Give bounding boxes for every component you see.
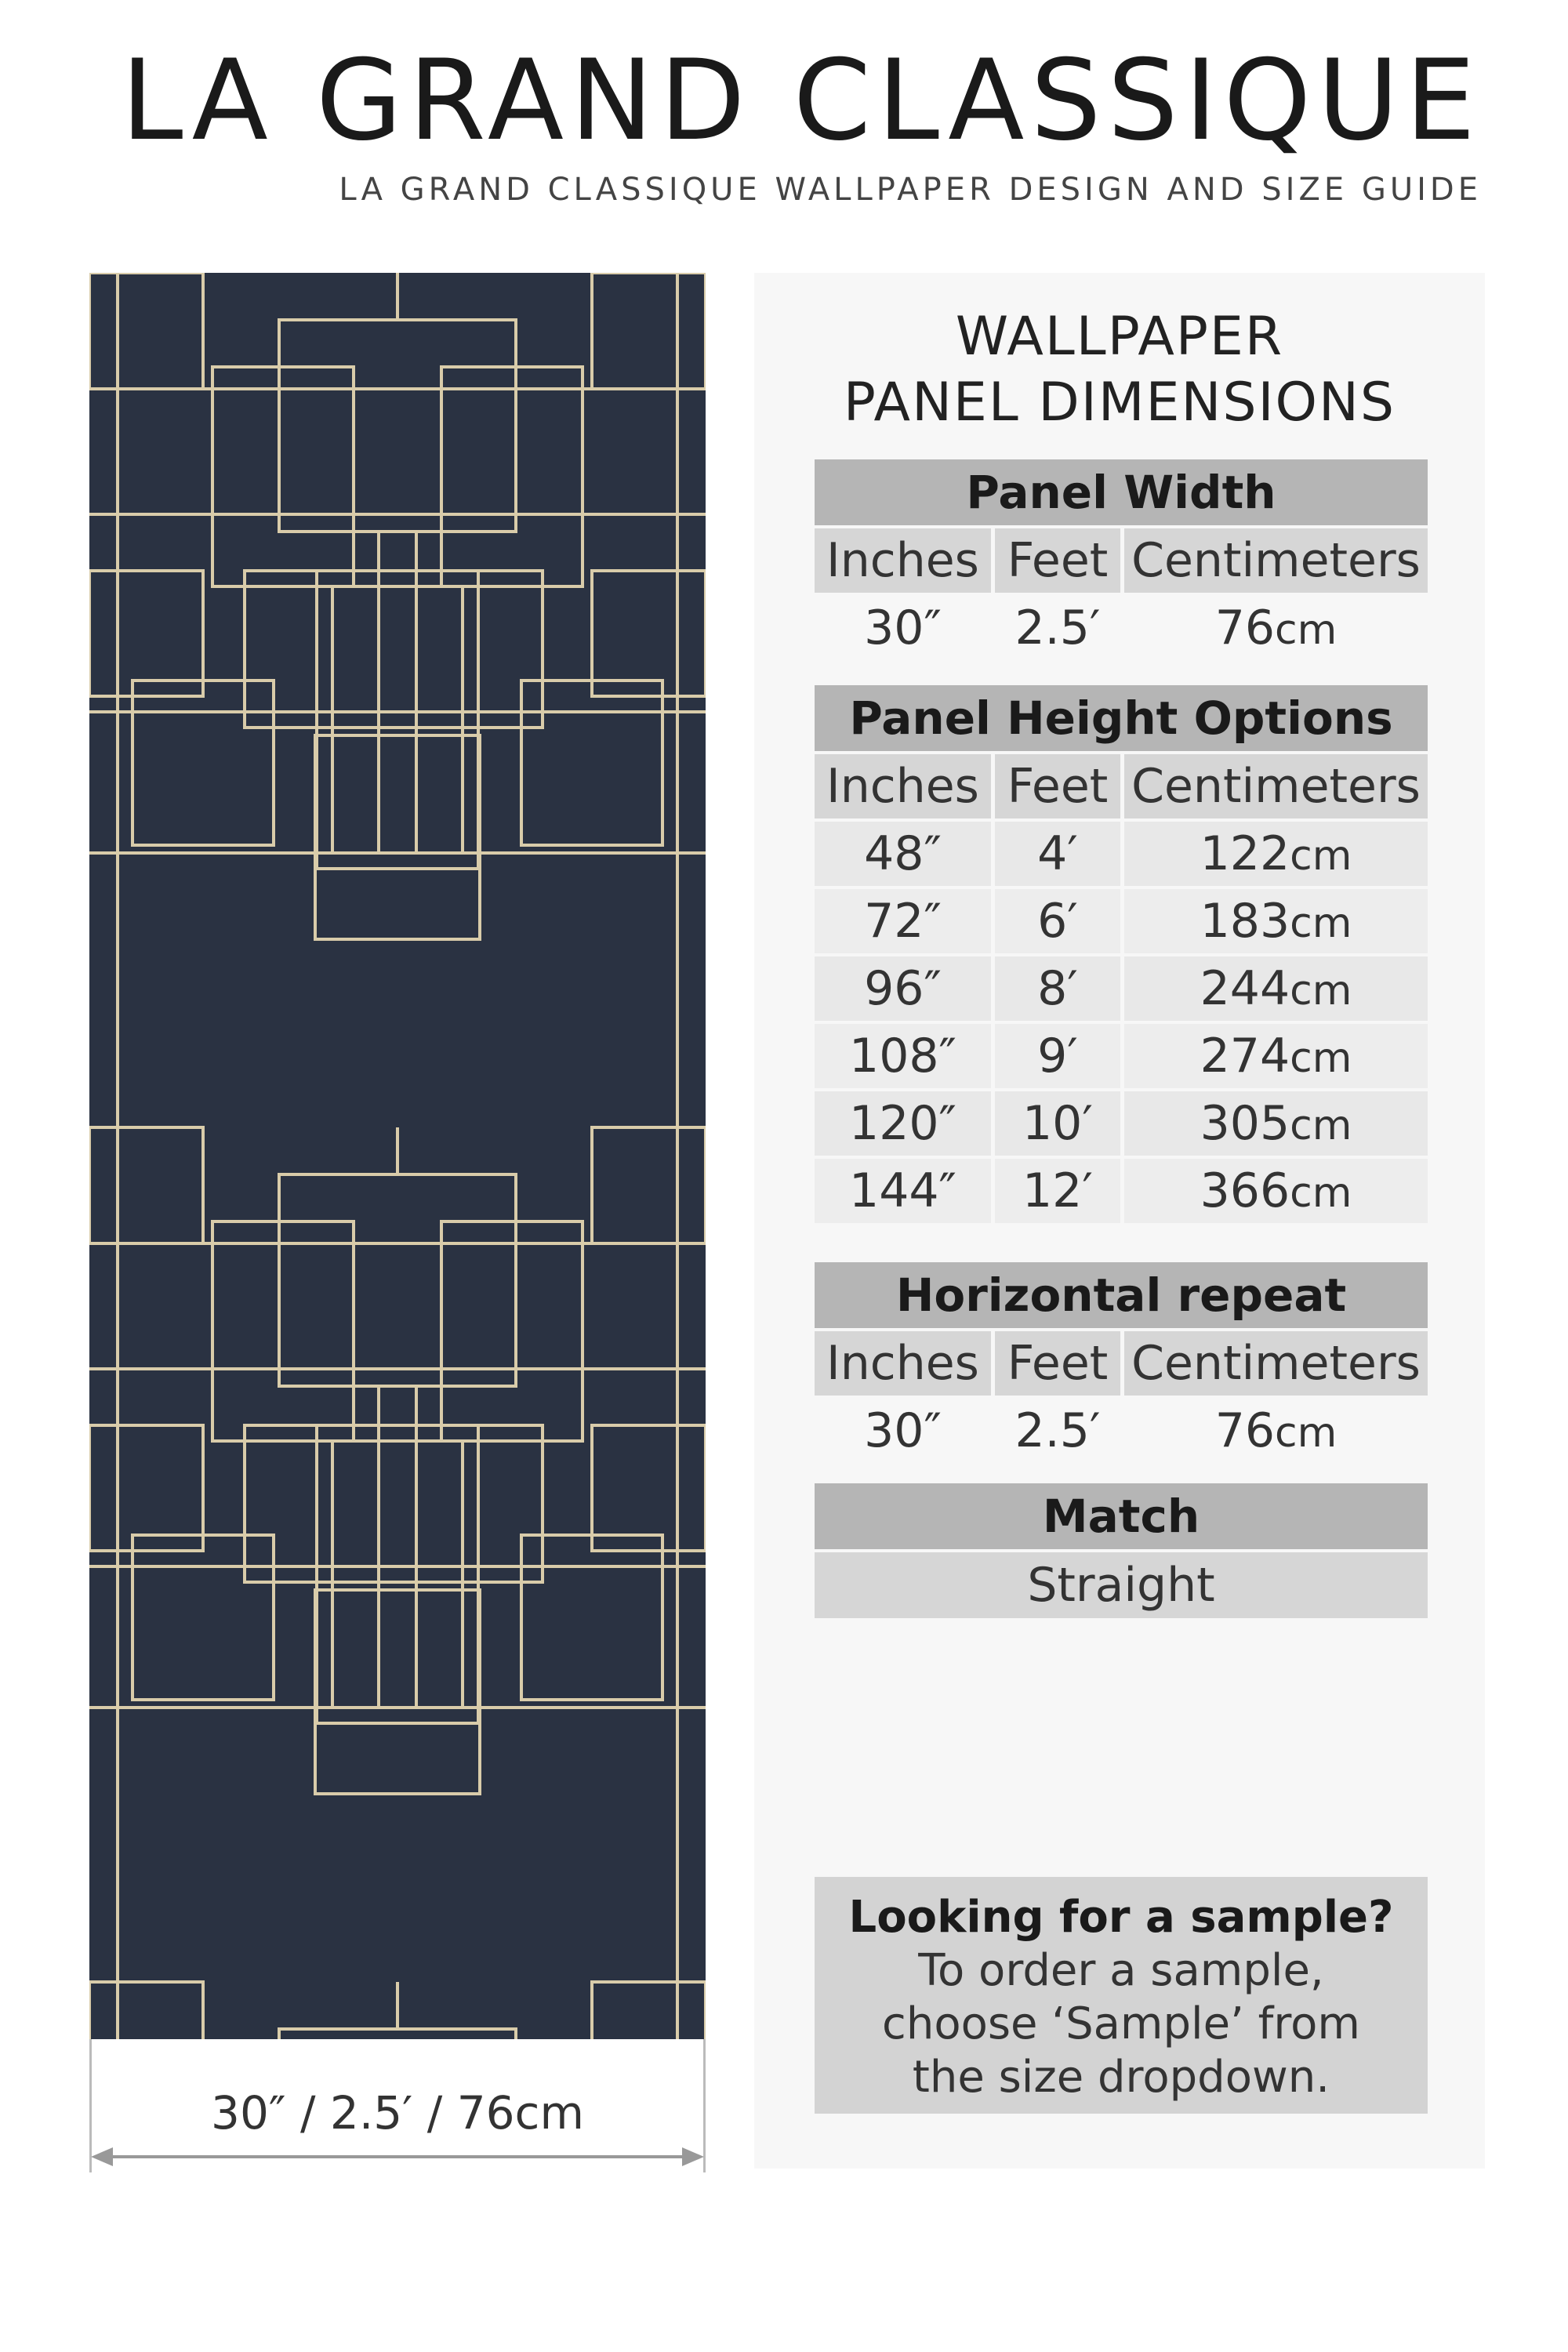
col-centimeters: Centimeters (1124, 1331, 1428, 1396)
width-feet: 2.5′ (1014, 601, 1101, 655)
col-feet: Feet (995, 754, 1120, 818)
column-header-row (815, 1331, 1428, 1396)
horizontal-repeat-row (815, 1399, 1428, 1463)
dimensions-title-line2: PANEL DIMENSIONS (843, 372, 1396, 434)
panel-height-heading: Panel Height Options (815, 685, 1428, 751)
sample-line1: To order a sample, (918, 1945, 1324, 1996)
height-inches: 108″ (815, 1024, 991, 1088)
page-title: LA GRAND CLASSIQUE (121, 36, 1482, 165)
col-inches: Inches (815, 754, 991, 818)
dimensions-card (754, 273, 1485, 2169)
col-feet: Feet (995, 1331, 1120, 1396)
height-row (815, 956, 1428, 1021)
col-inches: Inches (815, 1331, 991, 1396)
sample-line3: the size dropdown. (912, 2052, 1330, 2103)
height-cm: 366cm (1124, 1159, 1428, 1223)
col-inches: Inches (815, 528, 991, 593)
column-header-row (815, 528, 1428, 593)
height-row (815, 889, 1428, 953)
repeat-cm: 76cm (1214, 1403, 1338, 1458)
col-centimeters: Centimeters (1124, 754, 1428, 818)
panel-width-measure (89, 2039, 706, 2172)
match-table (815, 1483, 1428, 1618)
repeat-feet: 2.5′ (1014, 1403, 1101, 1458)
sample-line2: choose ‘Sample’ from (882, 1998, 1360, 2049)
column-header-row (815, 754, 1428, 818)
horizontal-repeat-heading: Horizontal repeat (815, 1262, 1428, 1328)
height-feet: 12′ (995, 1159, 1120, 1223)
panel-width-label: 30″ / 2.5′ / 76cm (211, 2086, 584, 2140)
double-arrow-icon (89, 2141, 706, 2172)
height-cm: 183cm (1124, 889, 1428, 953)
dimensions-title-line1: WALLPAPER (955, 306, 1284, 368)
height-cm: 305cm (1124, 1091, 1428, 1156)
height-feet: 9′ (995, 1024, 1120, 1088)
height-row (815, 1091, 1428, 1156)
panel-width-table (815, 459, 1428, 663)
height-inches: 144″ (815, 1159, 991, 1223)
horizontal-repeat-table (815, 1262, 1428, 1466)
panel-width-row (815, 596, 1428, 660)
width-inches: 30″ (864, 601, 942, 655)
height-feet: 10′ (995, 1091, 1120, 1156)
art-deco-pattern (89, 273, 706, 2039)
col-feet: Feet (995, 528, 1120, 593)
height-feet: 8′ (995, 956, 1120, 1021)
height-inches: 120″ (815, 1091, 991, 1156)
height-inches: 96″ (815, 956, 991, 1021)
height-row (815, 1159, 1428, 1223)
dimensions-title (754, 304, 1485, 436)
height-feet: 4′ (995, 822, 1120, 886)
height-inches: 48″ (815, 822, 991, 886)
height-row (815, 1024, 1428, 1088)
repeat-inches: 30″ (864, 1403, 942, 1458)
height-cm: 122cm (1124, 822, 1428, 886)
sample-info-box (815, 1877, 1428, 2114)
height-cm: 274cm (1124, 1024, 1428, 1088)
wallpaper-pattern-preview (89, 273, 706, 2039)
page-subtitle: LA GRAND CLASSIQUE WALLPAPER DESIGN AND SIZE GUIDE (339, 172, 1482, 208)
match-value: Straight (815, 1552, 1428, 1618)
match-heading: Match (815, 1483, 1428, 1549)
panel-height-table (815, 685, 1428, 1226)
height-row (815, 822, 1428, 886)
height-inches: 72″ (815, 889, 991, 953)
sample-question: Looking for a sample? (848, 1892, 1394, 1943)
height-cm: 244cm (1124, 956, 1428, 1021)
width-cm: 76cm (1214, 601, 1338, 655)
height-feet: 6′ (995, 889, 1120, 953)
col-centimeters: Centimeters (1124, 528, 1428, 593)
panel-width-heading: Panel Width (815, 459, 1428, 525)
